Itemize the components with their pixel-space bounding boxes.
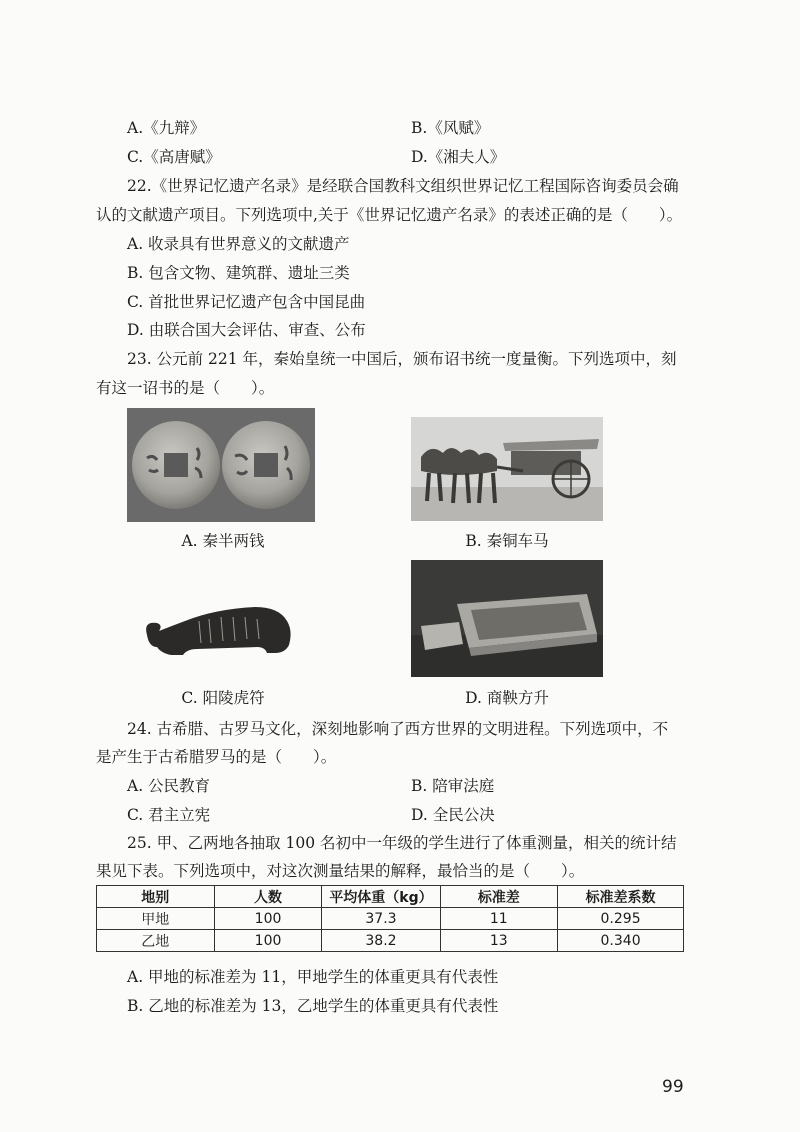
table-cell: 100 — [214, 930, 322, 952]
table-row — [97, 908, 684, 930]
table-header: 平均体重（kg） — [322, 886, 440, 908]
q23-stem-line1: 23. 公元前 221 年，秦始皇统一中国后，颁布诏书统一度量衡。下列选项中，刻 — [127, 350, 677, 368]
table-header: 地别 — [97, 886, 215, 908]
table-header: 标准差系数 — [558, 886, 684, 908]
weight-stats-table — [96, 885, 684, 952]
q21-option-c: C.《高唐赋》 — [127, 148, 221, 166]
q22-option-a: A. 收录具有世界意义的文献遗产 — [127, 235, 350, 253]
table-cell: 0.340 — [558, 930, 684, 952]
table-cell: 100 — [214, 908, 322, 930]
bronze-chariot-photo — [411, 417, 603, 521]
square-measure-photo — [411, 560, 603, 677]
q22-stem-line1: 22.《世界记忆遗产名录》是经联合国教科文组织世界记忆工程国际咨询委员会确 — [127, 177, 679, 195]
q23-option-b: B. 秦铜车马 — [465, 532, 549, 550]
q25-stem-line2: 果见下表。下列选项中，对这次测量结果的解释，最恰当的是（ ）。 — [96, 862, 585, 880]
table-header: 人数 — [214, 886, 322, 908]
q24-option-c: C. 君主立宪 — [127, 806, 211, 824]
q23-option-d: D. 商鞅方升 — [465, 689, 549, 707]
q25-option-a: A. 甲地的标准差为 11，甲地学生的体重更具有代表性 — [127, 968, 499, 986]
table-cell: 乙地 — [97, 930, 215, 952]
q22-stem-line2: 认的文献遗产项目。下列选项中,关于《世界记忆遗产名录》的表述正确的是（ ）。 — [96, 206, 683, 224]
q24-option-a: A. 公民教育 — [127, 777, 211, 795]
table-cell: 38.2 — [322, 930, 440, 952]
q24-stem-line1: 24. 古希腊、古罗马文化，深刻地影响了西方世界的文明进程。下列选项中，不 — [127, 720, 669, 738]
q23-stem-line2: 有这一诏书的是（ ）。 — [96, 379, 275, 397]
table-row — [97, 930, 684, 952]
table-cell: 0.295 — [558, 908, 684, 930]
q22-option-b: B. 包含文物、建筑群、遗址三类 — [127, 264, 350, 282]
q24-option-d: D. 全民公决 — [411, 806, 495, 824]
table-cell: 甲地 — [97, 908, 215, 930]
q23-option-c: C. 阳陵虎符 — [181, 689, 265, 707]
q24-option-b: B. 陪审法庭 — [411, 777, 495, 795]
table-cell: 37.3 — [322, 908, 440, 930]
q23-option-a: A. 秦半两钱 — [181, 532, 265, 550]
q24-stem-line2: 是产生于古希腊罗马的是（ ）。 — [96, 748, 337, 766]
q22-option-c: C. 首批世界记忆遗产包含中国昆曲 — [127, 293, 366, 311]
q25-stem-line1: 25. 甲、乙两地各抽取 100 名初中一年级的学生进行了体重测量，相关的统计结 — [127, 834, 677, 852]
q21-option-b: B.《风赋》 — [411, 119, 490, 137]
tiger-tally-photo — [143, 597, 293, 667]
q22-option-d: D. 由联合国大会评估、审查、公布 — [127, 321, 366, 339]
page-number: 99 — [662, 1077, 684, 1097]
q21-option-a: A.《九辩》 — [127, 119, 206, 137]
q21-option-d: D.《湘夫人》 — [411, 148, 506, 166]
table-cell: 11 — [440, 908, 558, 930]
table-cell: 13 — [440, 930, 558, 952]
coins-photo — [127, 408, 315, 522]
table-header: 标准差 — [440, 886, 558, 908]
table-header-row — [97, 886, 684, 908]
q25-option-b: B. 乙地的标准差为 13，乙地学生的体重更具有代表性 — [127, 997, 499, 1015]
